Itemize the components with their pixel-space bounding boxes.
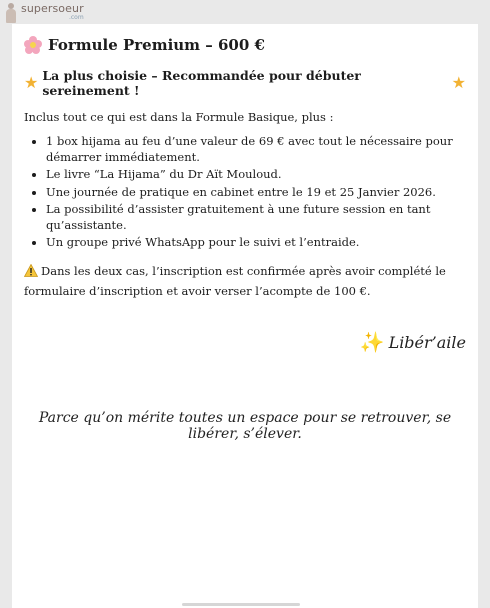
subtitle-row [24, 68, 466, 98]
notice [24, 261, 466, 301]
intro-text: Inclus tout ce qui est dans la Formule Basique, plus : [24, 110, 334, 124]
subtitle: La plus choisie – Recommandée pour débuter sereinement ! [42, 68, 361, 98]
sparkles-icon: ✨ [359, 330, 385, 354]
warning-icon [24, 264, 38, 277]
star-icon: ★ [451, 73, 466, 92]
watermark-name: supersoeur [21, 2, 84, 15]
content-card [12, 24, 478, 608]
page-title: Formule Premium – 600 € [48, 36, 265, 54]
watermark-domain: .com [68, 14, 84, 21]
home-indicator [182, 603, 300, 606]
list-item: • Un groupe privé WhatsApp pour le suivi et l’entraide. [46, 235, 466, 251]
list-item: • 1 box hijama au feu d’une valeur de 69 € avec tout le nécessaire pour démarrer immédiatement. [46, 134, 466, 165]
feature-list [24, 134, 466, 251]
notice-text: Dans les deux cas, l’inscription est confirmée après avoir complété le formulaire d’inscription et avoir verser l’acompte de 100 €. [24, 263, 446, 298]
list-item: • Une journée de pratique en cabinet entre le 19 et 25 Janvier 2026. [46, 185, 466, 201]
signature [360, 330, 466, 354]
quote-text: Parce qu’on mérite toutes un espace pour se retrouver, se libérer, s’élever. [38, 410, 452, 442]
signature-text: Libér’aile [388, 332, 466, 352]
cherry-blossom-icon [24, 36, 42, 54]
title-row [24, 36, 466, 54]
star-icon: ★ [24, 73, 39, 92]
watermark-logo [0, 0, 100, 26]
list-item: • La possibilité d’assister gratuitement à une future session en tant qu’assistante. [46, 202, 466, 233]
list-item: • Le livre “La Hijama” du Dr Aït Mouloud. [46, 167, 466, 183]
silhouette-icon [5, 3, 17, 23]
